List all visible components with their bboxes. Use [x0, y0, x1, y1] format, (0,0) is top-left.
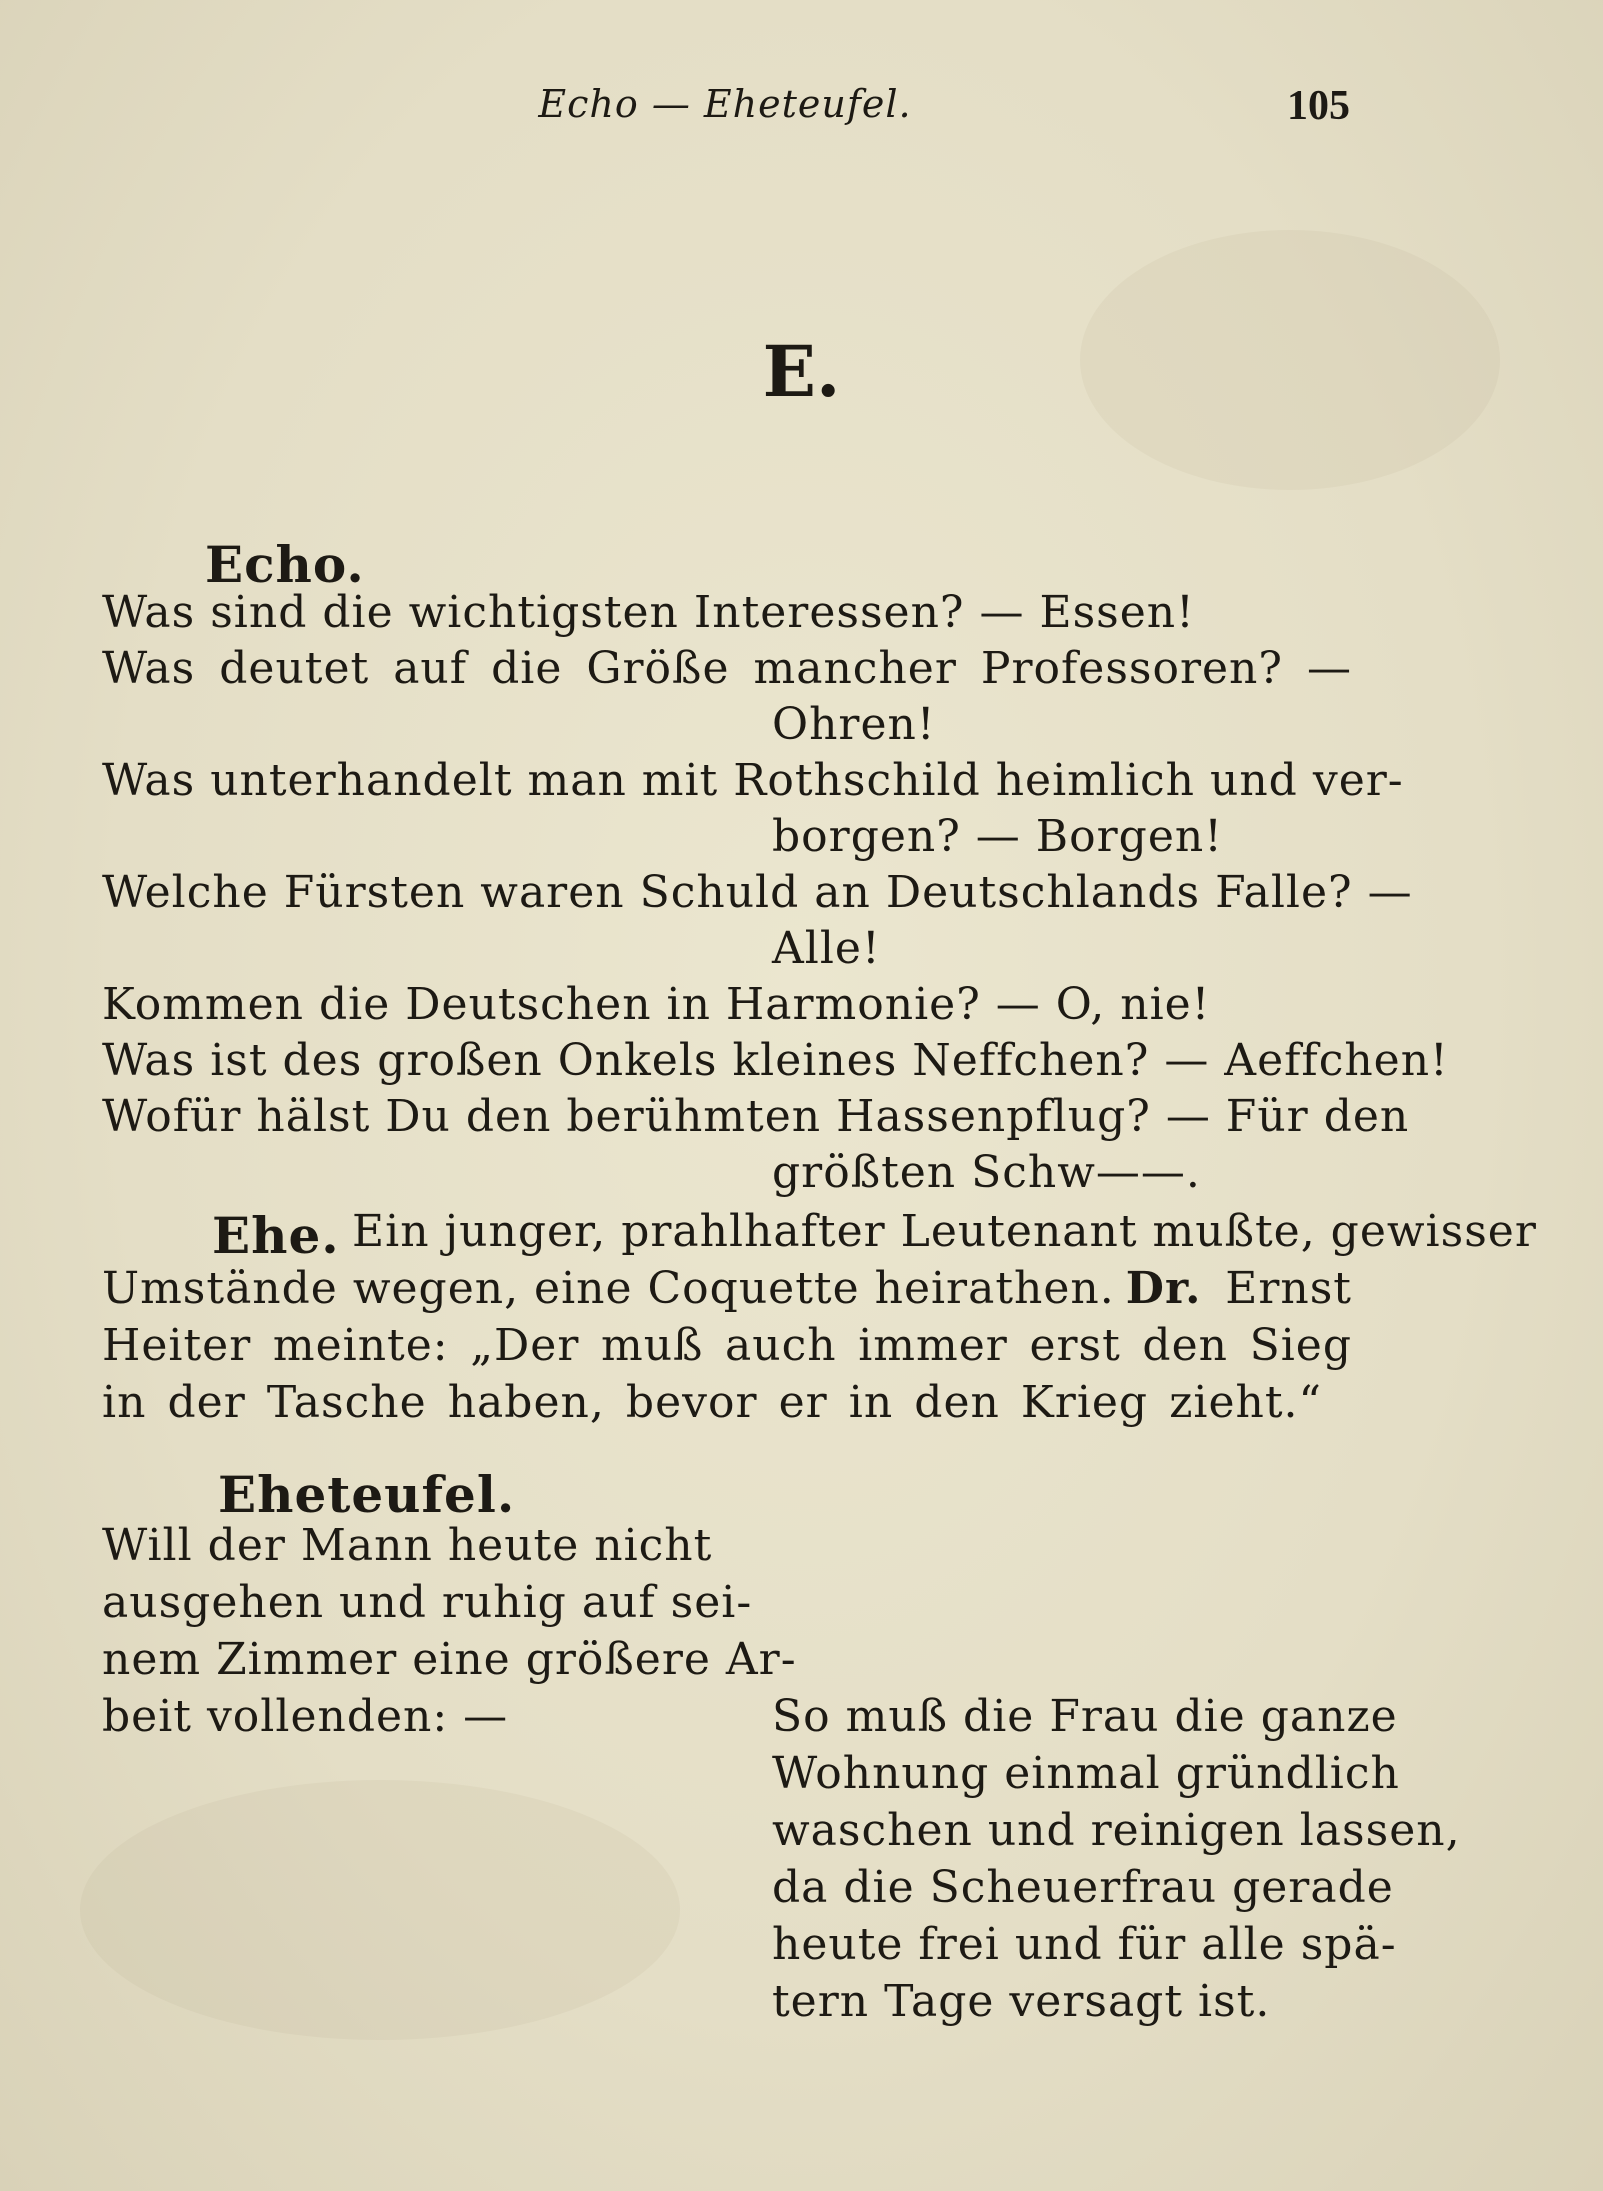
echo-line-continuation: Alle!: [772, 923, 881, 974]
ehe-heading: Ehe.: [212, 1206, 340, 1265]
section-letter: E.: [762, 330, 841, 413]
echo-line-continuation: Ohren!: [772, 699, 936, 750]
echo-line: Welche Fürsten waren Schuld an Deutschlands Falle? —: [102, 867, 1413, 918]
eheteufel-right-line: tern Tage versagt ist.: [772, 1976, 1271, 2027]
ehe-first-line: [212, 1206, 1537, 1265]
eheteufel-right-line: Wohnung einmal gründlich: [772, 1748, 1400, 1799]
echo-line: Was deutet auf die Größe mancher Professoren? —: [102, 643, 1352, 694]
ehe-line: Heiter meinte: „Der muß auch immer erst den Sieg: [102, 1320, 1352, 1371]
ehe-second-line: [102, 1263, 1352, 1314]
eheteufel-left-line: ausgehen und ruhig auf sei-: [102, 1577, 753, 1628]
echo-line-continuation: borgen? — Borgen!: [772, 811, 1223, 862]
eheteufel-right-line: So muß die Frau die ganze: [772, 1691, 1398, 1742]
ehe-line-name: Ernst: [1225, 1263, 1352, 1314]
echo-line: Was sind die wichtigsten Interessen? — Essen!: [102, 587, 1195, 638]
echo-heading: Echo.: [205, 535, 365, 594]
eheteufel-left-line: nem Zimmer eine größere Ar-: [102, 1634, 797, 1685]
echo-line: Wofür hälst Du den berühmten Hassenpflug? — Für den: [102, 1091, 1410, 1142]
eheteufel-right-line: waschen und reinigen lassen,: [772, 1805, 1461, 1856]
echo-line: Kommen die Deutschen in Harmonie? — O, nie!: [102, 979, 1211, 1030]
running-head: [100, 82, 1350, 142]
echo-line-continuation: größten Schw——.: [772, 1147, 1201, 1198]
running-title: Echo — Eheteufel.: [538, 82, 912, 126]
ehe-line-abbrev: Dr.: [1125, 1263, 1202, 1314]
eheteufel-heading: Eheteufel.: [218, 1465, 516, 1524]
ehe-line: Umstände wegen, eine Coquette heirathen.: [102, 1263, 1115, 1314]
page-number: 105: [1287, 83, 1350, 129]
eheteufel-right-line: da die Scheuerfrau gerade: [772, 1862, 1394, 1913]
ehe-line: Ein junger, prahlhafter Leutenant mußte, gewisser: [352, 1206, 1537, 1257]
eheteufel-left-line: Will der Mann heute nicht: [102, 1520, 713, 1571]
eheteufel-left-line: beit vollenden: —: [102, 1691, 509, 1742]
eheteufel-right-line: heute frei und für alle spä-: [772, 1919, 1397, 1970]
echo-line: Was unterhandelt man mit Rothschild heimlich und ver-: [102, 755, 1404, 806]
ehe-line: in der Tasche haben, bevor er in den Krieg zieht.“: [102, 1377, 1322, 1428]
echo-line: Was ist des großen Onkels kleines Neffchen? — Aeffchen!: [102, 1035, 1449, 1086]
paper-stain: [80, 1780, 680, 2040]
